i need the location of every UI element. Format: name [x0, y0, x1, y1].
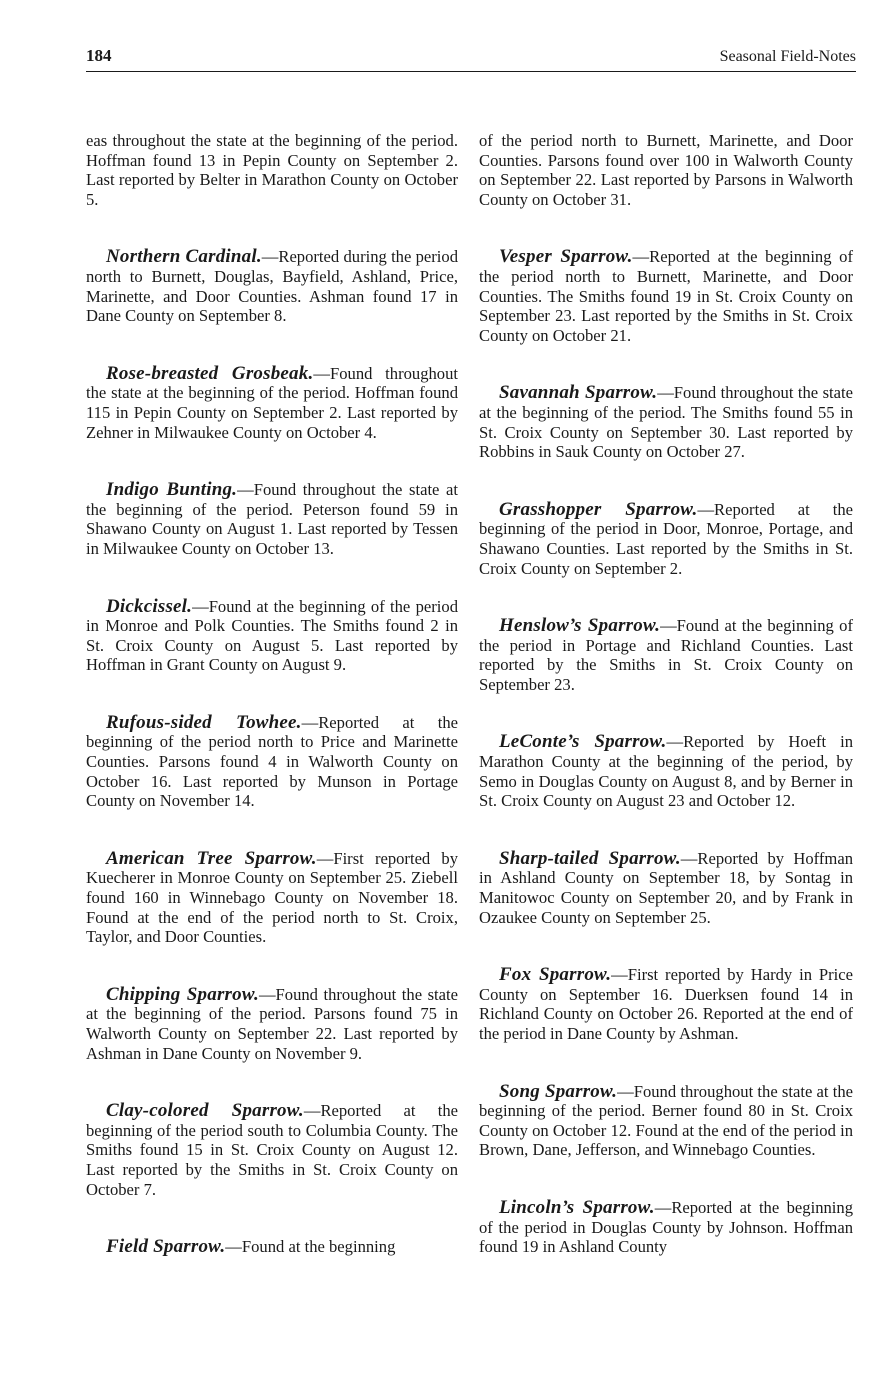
- entry-text: —Reported at the beginning of the period in Douglas County by Johnson. Hoffman found 19 in Ashland County: [479, 1197, 853, 1257]
- species-name: LeConte’s Sparrow.: [499, 731, 667, 753]
- right-column: [479, 131, 853, 1257]
- species-entry-clay-colored-sparrow: [86, 1101, 458, 1199]
- entry-text: —Reported by Hoffman in Ashland County on September 18, by Sontag in Manitowoc County on September 20, and by Frank in Ozaukee County on September 25.: [479, 848, 853, 927]
- entry-text: eas throughout the state at the beginning of the period. Hoffman found 13 in Pepin County on September 2. Last reported by Belter in Marathon County on October 5.: [86, 131, 458, 209]
- entry-text: —Found at the beginning: [225, 1237, 396, 1257]
- species-entry-field-sparrow: [86, 1237, 458, 1257]
- page-number: 184: [86, 46, 112, 65]
- entry-text: —Reported at the beginning of the period north to Price and Marinette Counties. Parsons found 4 in Walworth County on October 16. Last reported by Munson in Portage County on November 14.: [86, 712, 458, 811]
- header-rule: [86, 71, 856, 72]
- entry-text: of the period north to Burnett, Marinette, and Door Counties. Parsons found over 100 in Walworth County on September 22. Last reported by Parsons in Walworth County on October 31.: [479, 131, 853, 209]
- species-name: Chipping Sparrow.: [106, 983, 259, 1005]
- species-entry-northern-cardinal: [86, 247, 458, 325]
- species-name: Vesper Sparrow.: [499, 246, 633, 268]
- species-name: Field Sparrow.: [106, 1236, 226, 1258]
- species-name: Savannah Sparrow.: [499, 382, 658, 404]
- species-entry-rose-breasted-grosbeak: [86, 364, 458, 442]
- species-entry-savannah-sparrow: [479, 383, 853, 461]
- entry-text: —Reported at the beginning of the period north to Burnett, Marinette, and Door Counties. The Smiths found 19 in St. Croix County on September 23. Last reported by the Smiths in St. Croix County on October 21.: [479, 247, 853, 345]
- species-entry-indigo-bunting: [86, 480, 458, 558]
- entry-text: —Reported by Hoeft in Marathon County at the beginning of the period, by Semo in Douglas County on August 8, and by Berner in St. Croix County on August 23 and October 12.: [479, 732, 853, 811]
- entry-text: —Found throughout the state at the beginning of the period. Berner found 80 in St. Croix County on October 12. Found at the end of the period in Brown, Dane, Jefferson, and Winnebago Counties.: [479, 1081, 853, 1160]
- species-entry-chipping-sparrow: [86, 985, 458, 1063]
- species-entry-lincolns-sparrow: [479, 1198, 853, 1257]
- species-name: Henslow’s Sparrow.: [499, 615, 661, 637]
- species-name: Lincoln’s Sparrow.: [499, 1196, 655, 1218]
- entry-text: —First reported by Hardy in Price County on September 16. Duerksen found 14 in Richland County on October 26. Reported at the end of the period in Dane County by Ashman.: [479, 965, 853, 1043]
- species-name: Dickcissel.: [106, 595, 193, 617]
- entry-text: —Found throughout the state at the beginning of the period. Peterson found 59 in Shawano County on August 1. Last reported by Tessen in Milwaukee County on October 13.: [86, 480, 458, 558]
- species-entry-song-sparrow: [479, 1082, 853, 1160]
- running-title: Seasonal Field-Notes: [719, 48, 856, 65]
- species-entry-fox-sparrow: [479, 965, 853, 1043]
- species-name: Grasshopper Sparrow.: [499, 498, 698, 520]
- left-column: [86, 131, 458, 1257]
- entry-text: —Reported during the period north to Burnett, Douglas, Bayfield, Ashland, Price, Marinette, and Door Counties. Ashman found 17 in Dane County on September 8.: [86, 247, 458, 326]
- species-name: Rose-breasted Grosbeak.: [106, 362, 314, 384]
- species-entry-sharp-tailed-sparrow: [479, 849, 853, 927]
- entry-text: —Found at the beginning of the period in Monroe and Polk Counties. The Smiths found 2 in St. Croix County on August 5. Last reported by Hoffman in Grant County on August 9.: [86, 596, 458, 675]
- species-name: Song Sparrow.: [499, 1080, 618, 1102]
- species-name: Sharp-tailed Sparrow.: [499, 847, 681, 869]
- species-entry-american-tree-sparrow: [86, 849, 458, 947]
- species-entry-dickcissel: [86, 597, 458, 675]
- species-name: Fox Sparrow.: [499, 964, 612, 986]
- species-name: Clay-colored Sparrow.: [106, 1100, 304, 1122]
- entry-text: —Found throughout the state at the beginning of the period. The Smiths found 55 in St. Croix County on September 30. Last reported by Robbins in Sauk County on October 27.: [479, 383, 853, 462]
- species-name: American Tree Sparrow.: [106, 847, 317, 869]
- species-name: Northern Cardinal.: [106, 246, 262, 268]
- species-entry-continuation: [86, 131, 458, 209]
- entry-text: —Reported at the beginning of the period south to Columbia County. The Smiths found 15 in St. Croix County on August 12. Last reported by the Smiths in St. Croix County on October 7.: [86, 1101, 458, 1199]
- species-entry-henslows-sparrow: [479, 616, 853, 694]
- page-header: [86, 46, 856, 72]
- species-entry-vesper-sparrow: [479, 247, 853, 345]
- entry-text: —Reported at the beginning of the period in Door, Monroe, Portage, and Shawano Counties. Last reported by the Smiths in St. Croix County on September 2.: [479, 499, 854, 578]
- species-entry-rufous-sided-towhee: [86, 713, 458, 811]
- entry-text: —Found throughout the state at the beginning of the period. Hoffman found 115 in Pepin County on September 2. Last reported by Zehner in Milwaukee County on October 4.: [86, 363, 458, 442]
- entry-text: —Found throughout the state at the beginning of the period. Parsons found 75 in Walworth County on September 22. Last reported by Ashman in Dane County on November 9.: [86, 984, 458, 1063]
- species-entry-grasshopper-sparrow: [479, 500, 853, 578]
- species-name: Rufous-sided Towhee.: [106, 711, 302, 733]
- entry-text: —First reported by Kuecherer in Monroe County on September 25. Ziebell found 160 in Winnebago County on November 18. Found at the end of the period north to St. Croix, Taylor, and Door Counties.: [86, 848, 458, 947]
- species-entry-lecontes-sparrow: [479, 732, 853, 810]
- species-name: Indigo Bunting.: [106, 479, 238, 501]
- species-entry-continuation: [479, 131, 853, 209]
- entry-text: —Found at the beginning of the period in Portage and Richland Counties. Last reported by the Smiths in St. Croix County on September 23.: [479, 616, 853, 694]
